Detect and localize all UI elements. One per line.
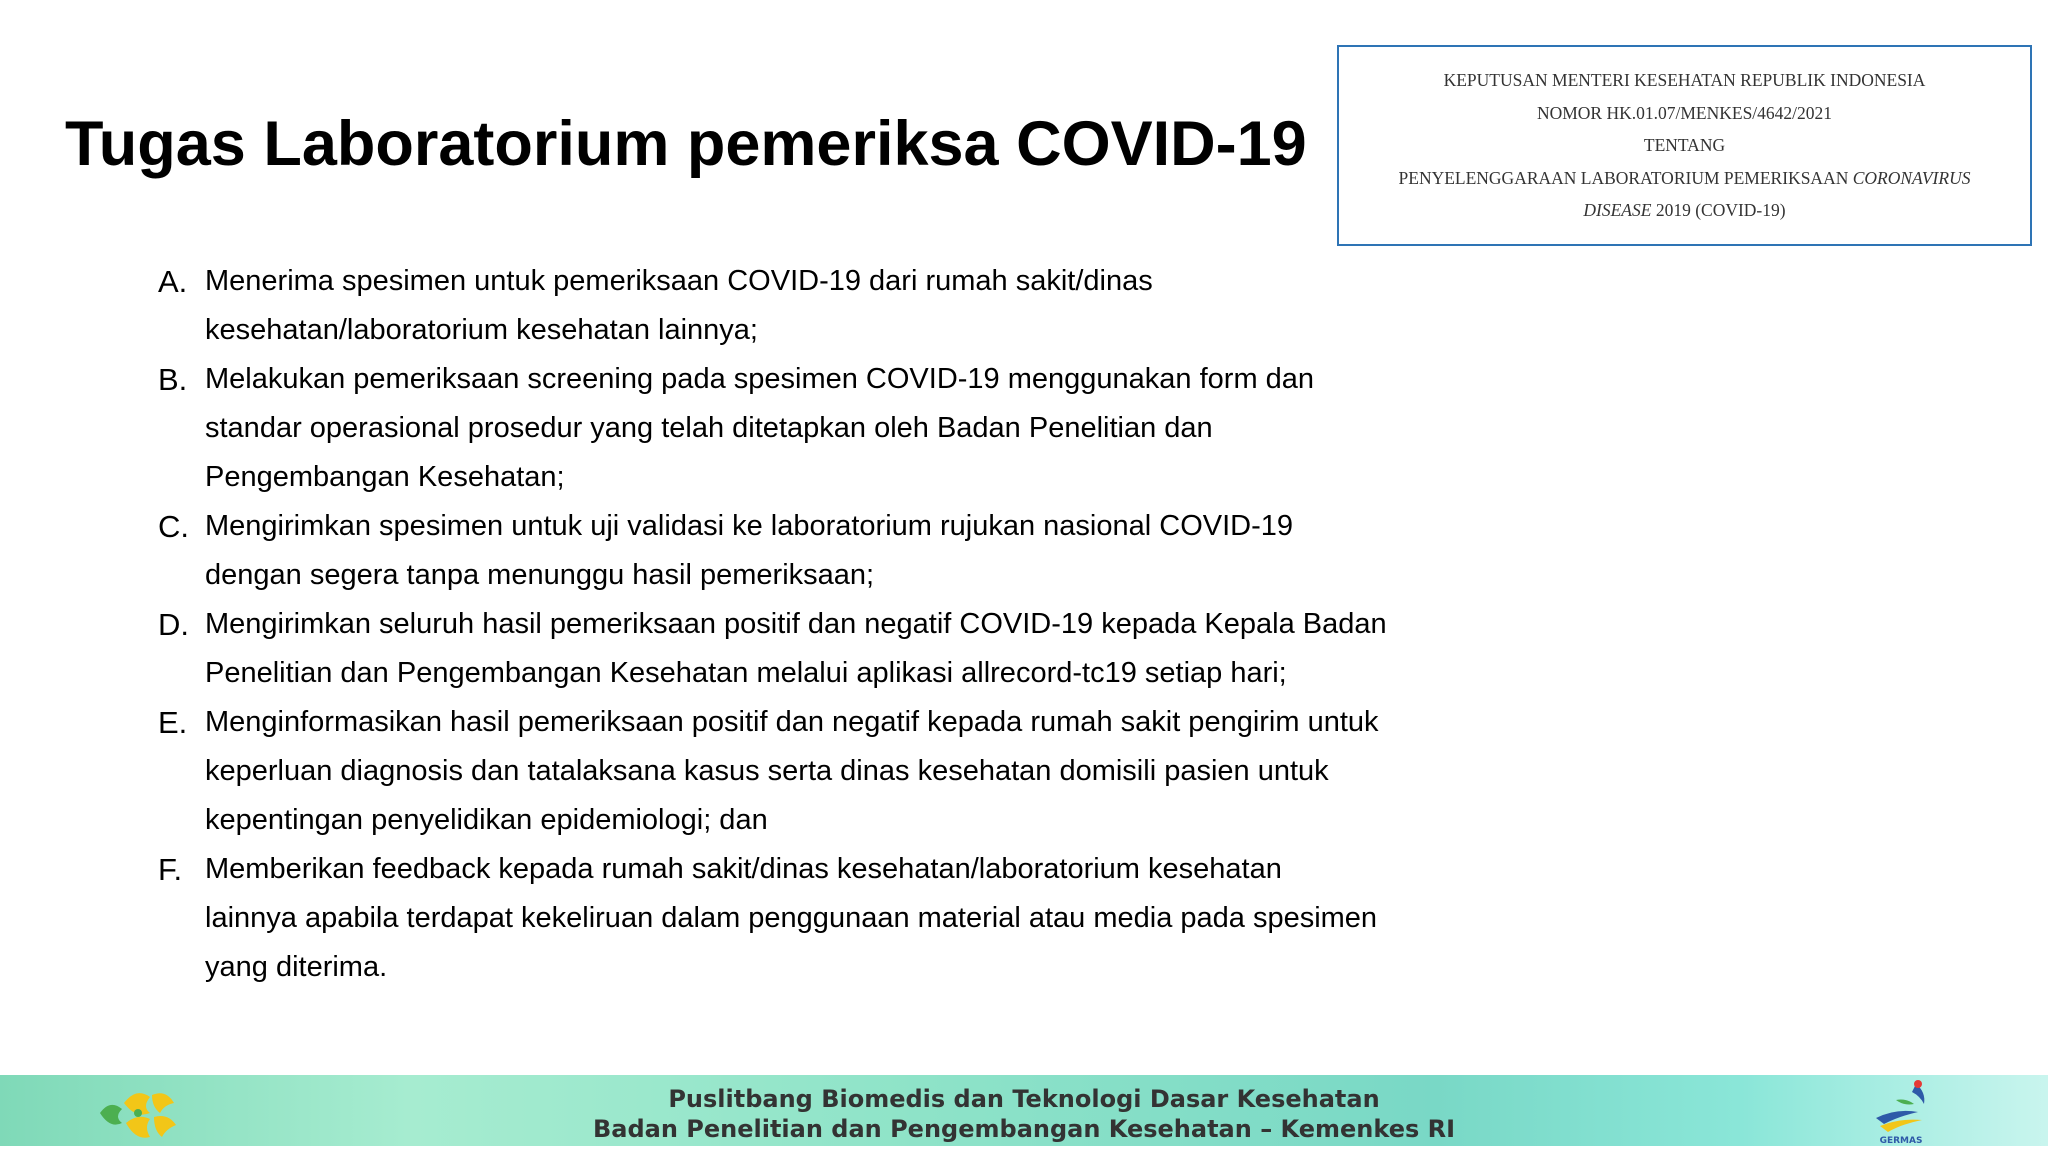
list-item-text: Mengirimkan spesimen untuk uji validasi ke laboratorium rujukan nasional COVID-19 dengan segera tanpa menunggu hasil pemeriksaan; (205, 510, 1294, 591)
decree-line-1: KEPUTUSAN MENTERI KESEHATAN REPUBLIK INDONESIA (1443, 70, 1926, 91)
list-item-text: Menerima spesimen untuk pemeriksaan COVID-19 dari rumah sakit/dinas kesehatan/laboratorium kesehatan lainnya; (205, 265, 1153, 346)
decree-line-5-italic: DISEASE (1583, 200, 1652, 221)
list-item (158, 600, 1498, 698)
list-item (158, 355, 1498, 502)
footer-banner (0, 1072, 2048, 1152)
footer-agency-name: Badan Penelitian dan Pengembangan Kesehatan – Kemenkes RI (592, 1115, 1456, 1143)
decree-line-4-italic: CORONAVIRUS (1852, 167, 1971, 188)
list-item (158, 257, 1498, 355)
decree-line-4 (1399, 162, 1971, 195)
germas-logo (1866, 1078, 1936, 1146)
decree-line-5 (1583, 194, 1785, 227)
task-list (158, 257, 1498, 992)
germas-logo-icon (1866, 1078, 1936, 1136)
list-item-text: Melakukan pemeriksaan screening pada spesimen COVID-19 menggunakan form dan standar operasional prosedur yang telah ditetapkan oleh Badan Penelitian dan Pengembangan Kesehatan; (205, 363, 1315, 493)
footer-institution-name: Puslitbang Biomedis dan Teknologi Dasar Kesehatan (668, 1085, 1380, 1113)
list-item-letter: A. (158, 264, 188, 299)
page-title: Tugas Laboratorium pemeriksa COVID-19 (65, 109, 1307, 179)
list-item-letter: B. (158, 362, 188, 397)
list-item (158, 698, 1498, 845)
list-item (158, 845, 1498, 992)
list-item (158, 502, 1498, 600)
decree-line-3: TENTANG (1643, 135, 1726, 156)
list-item-text: Memberikan feedback kepada rumah sakit/dinas kesehatan/laboratorium kesehatan lainnya apabila terdapat kekeliruan dalam penggunaan material atau media pada spesimen yang diterima. (205, 853, 1378, 983)
list-item-letter: F. (158, 852, 183, 887)
germas-logo-label: GERMAS (1879, 1136, 1923, 1146)
list-item-letter: C. (158, 509, 189, 544)
decree-reference-box (1337, 45, 2032, 246)
list-item-letter: D. (158, 607, 189, 642)
decree-line-5-text: 2019 (COVID-19) (1651, 200, 1786, 221)
list-item-letter: E. (158, 705, 188, 740)
list-item-text: Menginformasikan hasil pemeriksaan positif dan negatif kepada rumah sakit pengirim untuk keperluan diagnosis dan tatalaksana kasus serta dinas kesehatan domisili pasien untuk kepentingan penyelidikan epidemiologi; dan (205, 706, 1379, 836)
decree-line-2: NOMOR HK.01.07/MENKES/4642/2021 (1536, 102, 1833, 123)
decree-line-4-text: PENYELENGGARAAN LABORATORIUM PEMERIKSAAN (1398, 167, 1853, 188)
list-item-text: Mengirimkan seluruh hasil pemeriksaan positif dan negatif COVID-19 kepada Kepala Badan Penelitian dan Pengembangan Kesehatan melalui aplikasi allrecord-tc19 setiap hari; (205, 608, 1387, 689)
